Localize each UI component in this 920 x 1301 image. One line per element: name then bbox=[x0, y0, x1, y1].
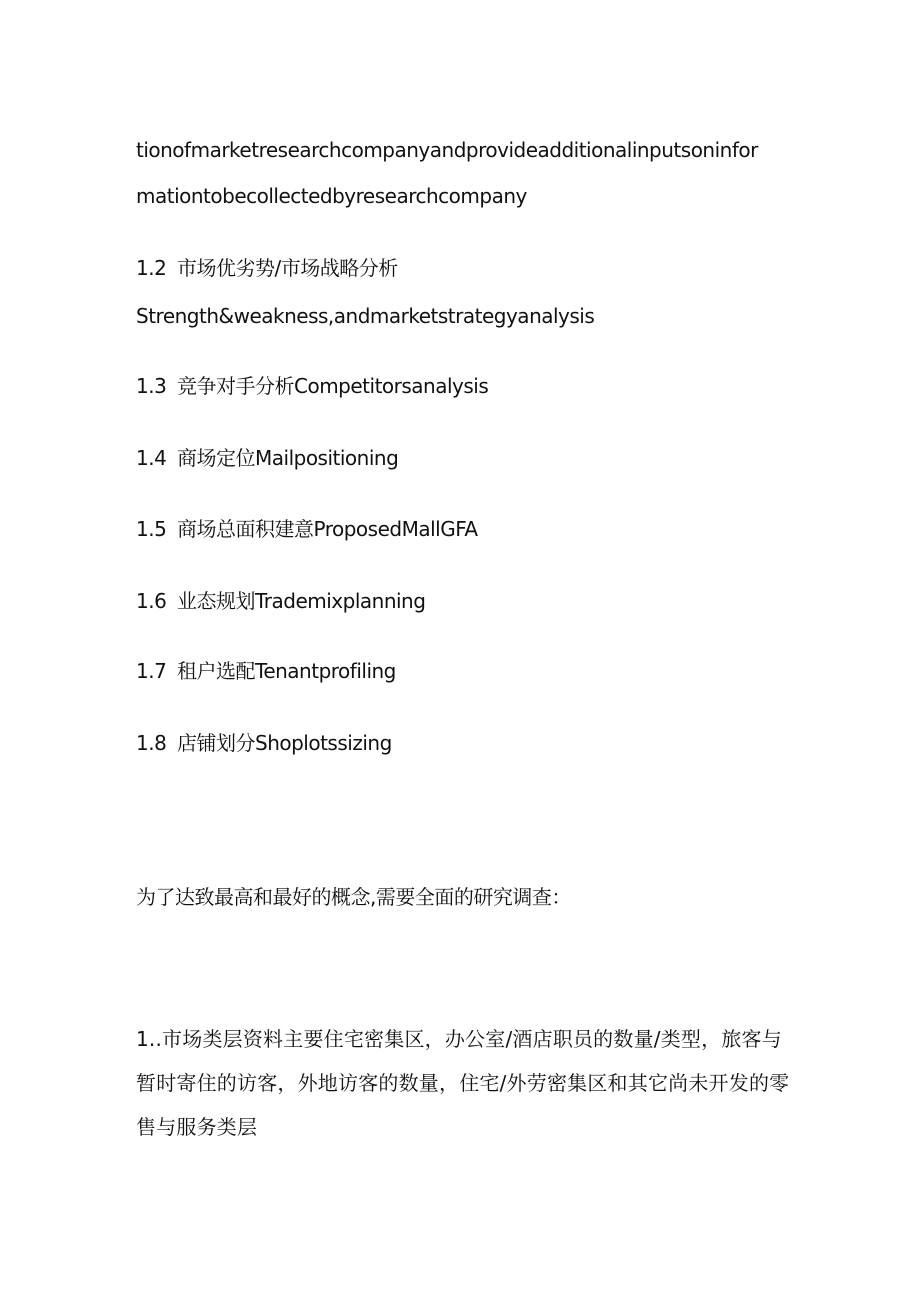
item-number: 1.4 bbox=[136, 446, 167, 470]
item-number: 1.3 bbox=[136, 374, 167, 398]
item-number: 1.2 bbox=[136, 256, 167, 280]
item-number: 1.7 bbox=[136, 659, 167, 683]
item-text: 商场定位Mailpositioning bbox=[177, 446, 399, 470]
point-1-paragraph: 1..市场类层资料主要住宅密集区，办公室/酒店职员的数量/类型，旅客与暂时寄住的访客，外地访客的数量，住宅/外劳密集区和其它尚未开发的零售与服务类层 bbox=[136, 1027, 790, 1139]
item-text: 商场总面积建意ProposedMallGFA bbox=[177, 517, 478, 541]
item-1-8 bbox=[136, 729, 392, 757]
intro-line-1: tionofmarketresearchcompanyandprovideadditionalinputsoninfor bbox=[136, 138, 758, 162]
item-1-2-sub: Strength&weakness,andmarketstrategyanalysis bbox=[136, 304, 595, 328]
item-1-2 bbox=[136, 254, 398, 282]
item-1-3 bbox=[136, 372, 488, 400]
item-text: 竞争对手分析Competitorsanalysis bbox=[177, 374, 489, 398]
item-text: 市场优劣势/市场战略分析 bbox=[177, 256, 398, 280]
item-1-7 bbox=[136, 657, 396, 685]
item-text: 业态规划Trademixplanning bbox=[177, 589, 426, 613]
item-number: 1.5 bbox=[136, 517, 167, 541]
item-1-4 bbox=[136, 444, 398, 472]
item-number: 1.8 bbox=[136, 731, 167, 755]
item-text: 店铺划分Shoplotssizing bbox=[177, 731, 392, 755]
intro-line-2: mationtobecollectedbyresearchcompany bbox=[136, 184, 527, 208]
item-1-5 bbox=[136, 515, 478, 543]
item-1-6 bbox=[136, 587, 425, 615]
research-heading: 为了达致最高和最好的概念,需要全面的研究调查： bbox=[136, 885, 571, 909]
item-number: 1.6 bbox=[136, 589, 167, 613]
item-text: 租户选配Tenantprofiling bbox=[177, 659, 396, 683]
